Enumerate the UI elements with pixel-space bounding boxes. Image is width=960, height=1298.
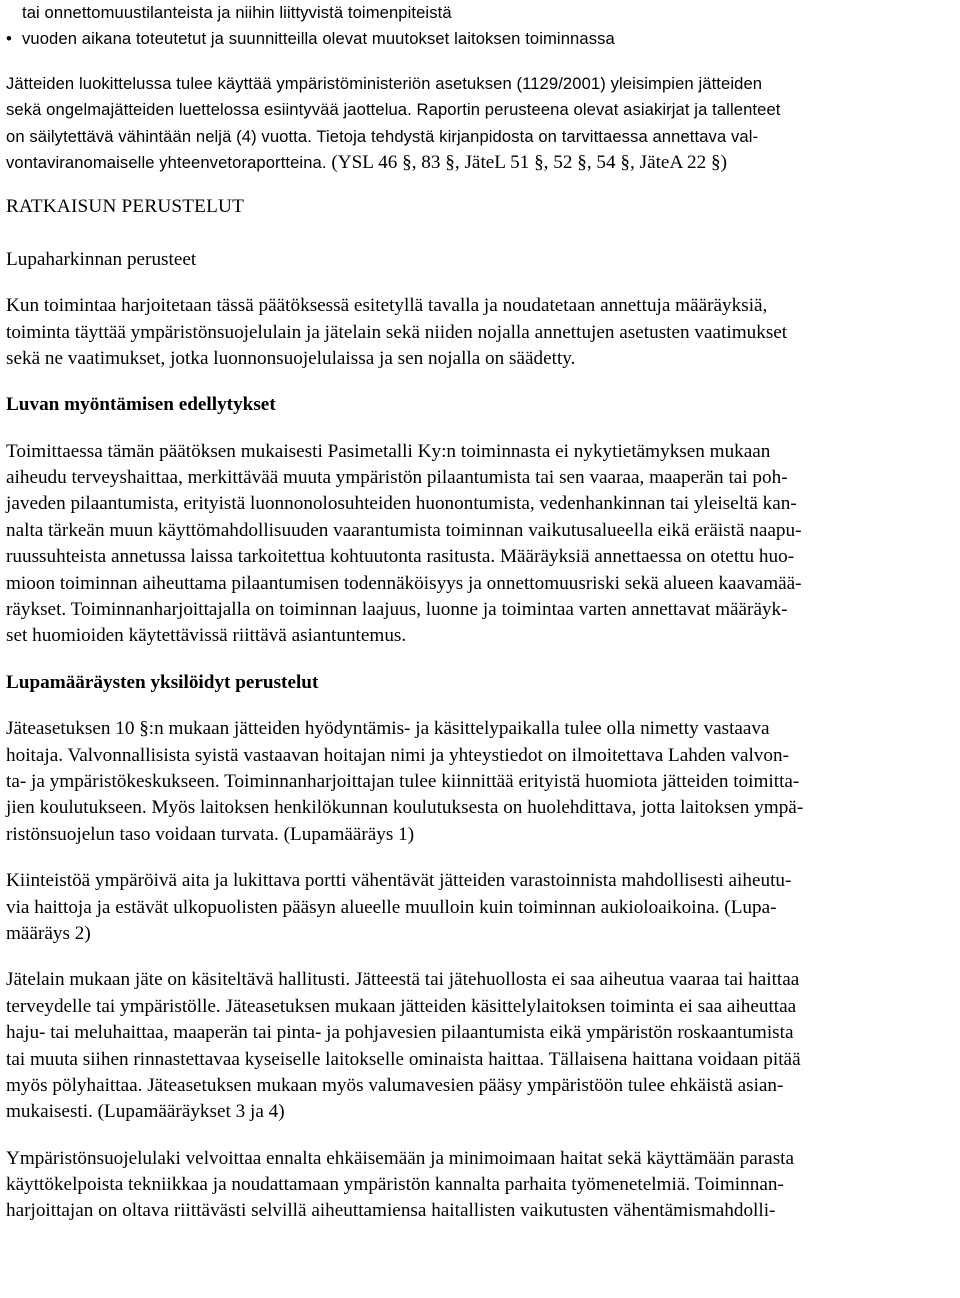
- paragraph-line: Kun toimintaa harjoitetaan tässä päätöksessä esitetyllä tavalla ja noudatetaan annettuja määräyksiä,: [6, 295, 768, 317]
- bullet-list: [6, 0, 954, 53]
- bullet-item: [6, 0, 954, 26]
- paragraph-lupamaarays-3-4: [6, 967, 954, 1125]
- paragraph-lupamaarays-2: [6, 868, 954, 947]
- section-heading-yksiloidyt: Lupamääräysten yksilöidyt perustelut: [6, 671, 319, 693]
- paragraph-line: Jäteasetuksen 10 §:n mukaan jätteiden hyödyntämis- ja käsittelypaikalla tulee olla nimetty vastaava: [6, 718, 770, 740]
- bullet-item: [6, 26, 954, 52]
- paragraph-luvan: [6, 439, 954, 650]
- document-page: [6, 0, 954, 1225]
- paragraph-line: [6, 150, 954, 176]
- paragraph-lupaharkinta: [6, 293, 954, 372]
- paragraph-line: nalta tärkeän muun käyttömahdollisuuden vaarantumista toiminnan vaikutusalueella eikä eräistä naapu-: [6, 519, 802, 541]
- paragraph-line: sekä ongelmajätteiden luettelossa esiintyvää jaottelua. Raportin perusteena olevat asiakirjat ja tallenteet: [6, 100, 781, 120]
- paragraph-line: Kiinteistöä ympäröivä aita ja lukittava portti vähentävät jätteiden varastoinnista mahdollisesti aiheutu-: [6, 870, 792, 892]
- paragraph-line: räykset. Toiminnanharjoittajalla on toiminnan laajuus, luonne ja toimintaa varten annettavat määräyk-: [6, 599, 788, 621]
- intro-paragraph: [6, 71, 954, 177]
- paragraph-line: tai muuta siihen rinnastettavaa kyseiselle laitokselle ominaista haittaa. Tällaisena haittana voidaan pitää: [6, 1048, 801, 1070]
- bullet-text: vuoden aikana toteutetut ja suunnitteilla olevat muutokset laitoksen toiminnassa: [22, 29, 615, 49]
- paragraph-line: toiminta täyttää ympäristönsuojelulain ja jätelain sekä niiden nojalla annettujen asetusten vaatimukset: [6, 321, 788, 343]
- paragraph-line: ristönsuojelun taso voidaan turvata. (Lupamääräys 1): [6, 823, 415, 845]
- paragraph-line: aiheudu terveyshaittaa, merkittävää muuta ympäristön pilaantumista tai sen vaaraa, maaperän tai poh-: [6, 467, 788, 489]
- bullet-marker: •: [6, 29, 12, 49]
- paragraph-ympsuojelulaki: [6, 1146, 954, 1225]
- paragraph-line: sekä ne vaatimukset, jotka luonnonsuojelulaissa ja sen nojalla on säädetty.: [6, 347, 576, 369]
- paragraph-line: käyttökelpoista tekniikkaa ja noudattamaan ympäristön kannalta parhaita työmenetelmiä. Toiminnan-: [6, 1174, 784, 1196]
- paragraph-line: via haittoja ja estävät ulkopuolisten pääsyn alueelle muulloin kuin toiminnan aukioloaikoina. (Lupa-: [6, 896, 777, 918]
- section-heading-main: RATKAISUN PERUSTELUT: [6, 196, 244, 218]
- bullet-text: tai onnettomuustilanteista ja niihin liittyvistä toimenpiteistä: [22, 3, 452, 22]
- paragraph-line: hoitaja. Valvonnallisista syistä vastaavan hoitajan nimi ja yhteystiedot on ilmoitettava Lahden valvon-: [6, 744, 789, 766]
- paragraph-line: Ympäristönsuojelulaki velvoittaa ennalta ehkäisemään ja minimoimaan haitat sekä käyttämään parasta: [6, 1147, 795, 1169]
- paragraph-line: Toimittaessa tämän päätöksen mukaisesti Pasimetalli Ky:n toiminnasta ei nykytietämyksen mukaan: [6, 440, 771, 462]
- paragraph-line: määräys 2): [6, 922, 91, 944]
- paragraph-line: Jätelain mukaan jäte on käsiteltävä hallitusti. Jätteestä tai jätehuollosta ei saa aiheutua vaaraa tai haittaa: [6, 969, 800, 991]
- paragraph-line: harjoittajan on oltava riittävästi selvillä aiheuttamiensa haitallisten vaikutusten vähentämismahdolli-: [6, 1200, 776, 1222]
- paragraph-line: haju- tai meluhaittaa, maaperän tai pinta- ja pohjavesien pilaantumista eikä ympäristön roskaantumista: [6, 1022, 794, 1044]
- paragraph-line: ta- ja ympäristökeskukseen. Toiminnanharjoittajan tulee kiinnittää erityistä huomiota jätteiden toimitta-: [6, 770, 800, 792]
- paragraph-line: mukaisesti. (Lupamääräykset 3 ja 4): [6, 1101, 285, 1123]
- paragraph-line: terveydelle tai ympäristölle. Jäteasetuksen mukaan jätteiden käsittelylaitoksen toiminta ei saa aiheuttaa: [6, 995, 797, 1017]
- paragraph-line: myös pölyhaittaa. Jäteasetuksen mukaan myös valumavesien pääsy ympäristöön tulee ehkäistä asian-: [6, 1074, 784, 1096]
- paragraph-line: mioon toiminnan aiheuttama pilaantumisen todennäköisyys ja onnettomuusriski sekä alueen kaavamää-: [6, 572, 802, 594]
- paragraph-lupamaarays-1: [6, 716, 954, 848]
- paragraph-line: jien koulutukseen. Myös laitoksen henkilökunnan koulutuksesta on huolehdittava, jotta laitoksen ympä-: [6, 797, 804, 819]
- paragraph-line: set huomioiden käytettävissä riittävä asiantuntemus.: [6, 625, 407, 647]
- paragraph-line: on säilytettävä vähintään neljä (4) vuotta. Tietoja tehdystä kirjanpidosta on tarvittaessa annettava val-: [6, 126, 759, 146]
- paragraph-line: ruussuhteista annetussa laissa tarkoitettua kohtuutonta rasitusta. Määräyksiä annettaessa on otettu huo-: [6, 546, 795, 568]
- paragraph-line: Jätteiden luokittelussa tulee käyttää ympäristöministeriön asetuksen (1129/2001) yleisimpien jätteiden: [6, 73, 763, 93]
- paragraph-line: javeden pilaantumista, erityistä luonnonolosuhteiden huonontumista, vedenhankinnan tai yleiseltä kan-: [6, 493, 797, 515]
- section-heading-lupaharkinta: Lupaharkinnan perusteet: [6, 248, 197, 270]
- section-heading-luvan: Luvan myöntämisen edellytykset: [6, 394, 276, 416]
- paragraph-line-sans: vontaviranomaiselle yhteenvetoraportteina.: [6, 152, 327, 172]
- law-reference: (YSL 46 §, 83 §, JäteL 51 §, 52 §, 54 §, JäteA 22 §): [326, 151, 728, 173]
